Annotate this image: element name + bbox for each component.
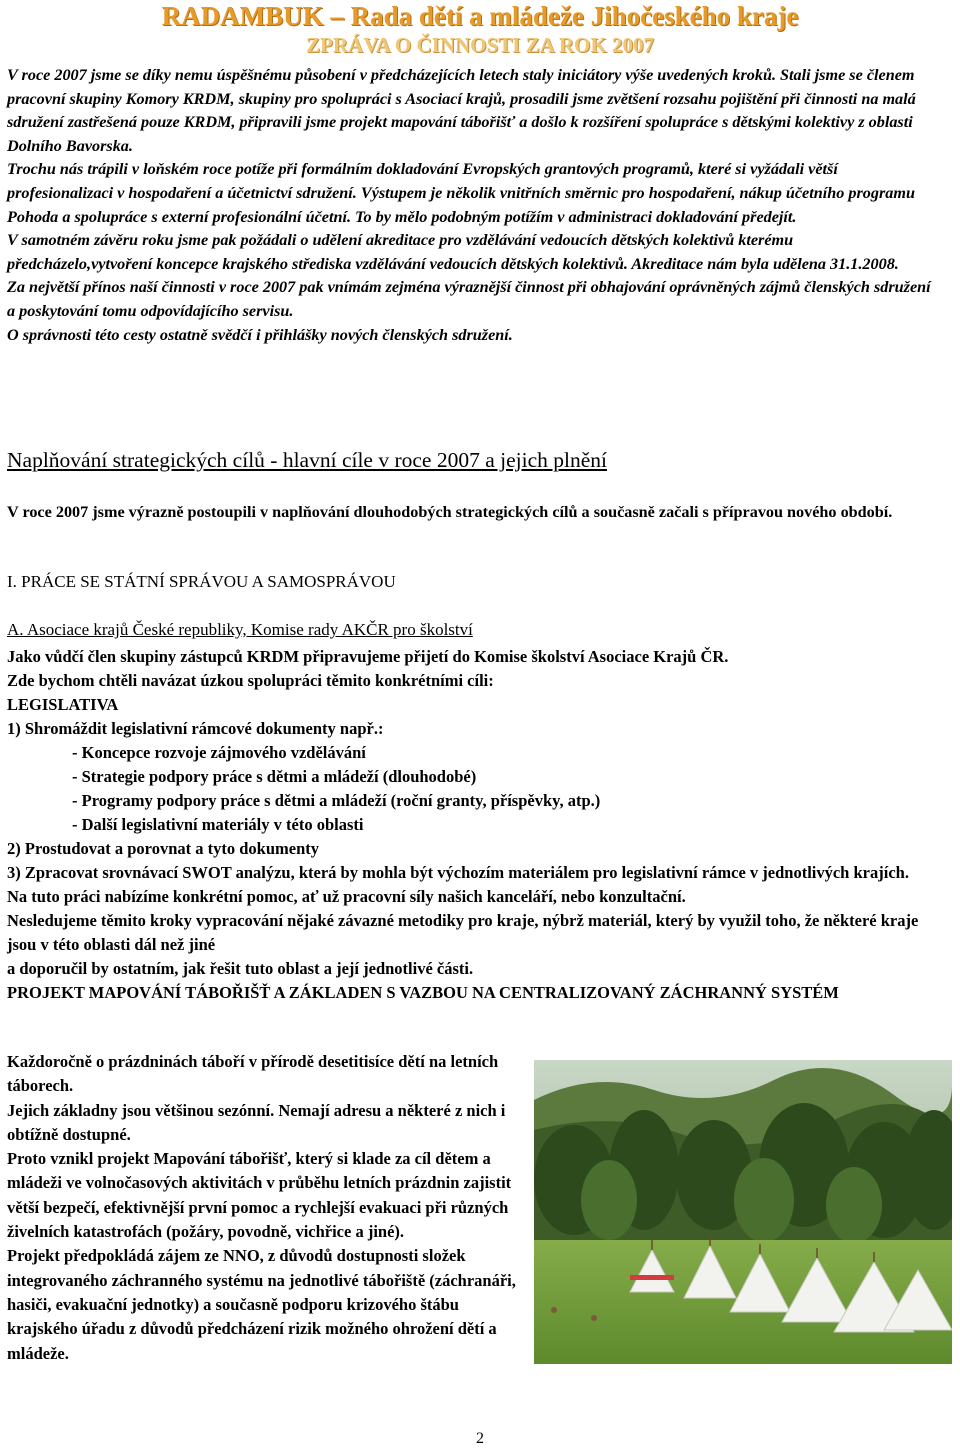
text-line: Jako vůdčí člen skupiny zástupců KRDM připravujeme přijetí do Komise školství Asociace Krajů ČR.	[7, 647, 729, 666]
intro-paragraph: O správnosti této cesty ostatně svědčí i přihlášky nových členských sdružení.	[7, 325, 513, 344]
text-line: 3) Zpracovat srovnávací SWOT analýzu, která by mohla být výchozím materiálem pro legislativní rámce v jednotlivých krajích.	[7, 863, 909, 882]
camp-photo	[534, 1060, 952, 1364]
text-paragraph: Projekt předpokládá zájem ze NNO, z důvodů dostupnosti složek integrovaného záchranného systému na jednotlivé tábořiště (záchranáři, hasiči, evakuační jednotky) a současně podporu krizového štábu krajského úřadu z důvodů předcházení rizik možného ohrožení dětí a mládeže.	[7, 1246, 516, 1363]
text-line: 1) Shromáždit legislativní rámcové dokumenty např.:	[7, 719, 384, 738]
intro-paragraph: V samotném závěru roku jsme pak požádali o udělení akreditace pro vzdělávání vedoucích dětských kolektivů kterému předcházelo,vytvoření koncepce krajského střediska vzdělávání vedoucích dětských kolektivů. Akreditace nám byla udělena 31.1.2008.	[7, 231, 899, 273]
strategy-paragraph: V roce 2007 jsme výrazně postoupili v naplňování dlouhodobých strategických cílů a současně začali s přípravou nového období.	[7, 503, 893, 521]
text-line: LEGISLATIVA	[7, 695, 119, 714]
section-title: I. PRÁCE SE STÁTNÍ SPRÁVOU A SAMOSPRÁVOU	[7, 572, 396, 591]
text-line: Zde bychom chtěli navázat úzkou spolupráci těmito konkrétními cíli:	[7, 671, 494, 690]
intro-paragraph: Za největší přínos naší činnosti v roce 2007 pak vnímám zejména výraznější činnost při obhajování oprávněných zájmů členských sdružení a poskytování tomu odpovídajícího servisu.	[7, 278, 931, 320]
text-line: Nesledujeme těmito kroky vypracování nějaké závazné metodiky pro kraje, nýbrž materiál, který by využil toho, že některé kraje jsou v této oblasti dál než jiné	[7, 911, 919, 954]
list-item: - Programy podpory práce s dětmi a mládeží (roční granty, příspěvky, atp.)	[72, 791, 601, 810]
project-description	[7, 1050, 527, 1366]
list-item: - Koncepce rozvoje zájmového vzdělávání	[72, 743, 366, 762]
strategy-heading: Naplňování strategických cílů - hlavní cíle v roce 2007 a jejich plnění	[7, 448, 608, 472]
text-paragraph: Jejich základny jsou většinou sezónní. Nemají adresu a některé z nich i obtížně dostupné.	[7, 1100, 506, 1144]
text-paragraph: Každoročně o prázdninách táboří v přírodě desetitisíce dětí na letních táborech.	[7, 1052, 499, 1096]
subsection-title: A. Asociace krajů České republiky, Komise rady AKČR pro školství	[7, 620, 473, 639]
page-number: 2	[476, 1430, 484, 1447]
intro-paragraph: Trochu nás trápili v loňském roce potíže při formálním dokladování Evropských grantových programů, které si vyžádali větší profesionalizaci v hospodaření a účetnictví sdružení. Výstupem je několik vnitřních směrnic pro hospodaření, nákup účetního programu Pohoda a spolupráce s externí profesionální účetní. To by mělo podobným potížím v administraci dokladování předejít.	[7, 160, 915, 226]
text-line: 2) Prostudovat a porovnat a tyto dokumenty	[7, 839, 319, 858]
intro-section	[7, 64, 937, 347]
document-title: RADAMBUK – Rada dětí a mládeže Jihočeského kraje	[161, 1, 799, 31]
project-heading: PROJEKT MAPOVÁNÍ TÁBOŘIŠŤ A ZÁKLADEN S VAZBOU NA CENTRALIZOVANÝ ZÁCHRANNÝ SYSTÉM	[7, 983, 839, 1002]
text-line: a doporučil by ostatním, jak řešit tuto oblast a její jednotlivé části.	[7, 959, 474, 978]
document-subtitle: ZPRÁVA O ČINNOSTI ZA ROK 2007	[306, 33, 654, 57]
text-line: Na tuto práci nabízíme konkrétní pomoc, ať už pracovní síly našich kanceláří, nebo konzultační.	[7, 887, 686, 906]
list-item: - Další legislativní materiály v této oblasti	[72, 815, 364, 834]
list-item: - Strategie podpory práce s dětmi a mládeží (dlouhodobé)	[72, 767, 477, 786]
text-paragraph: Proto vznikl projekt Mapování tábořišť, který si klade za cíl dětem a mládeži ve volnočasových aktivitách v průběhu letních prázdnin zajistit větší bezpečí, efektivnější první pomoc a rychlejší evakuaci při různých živelních katastrofách (požáry, povodně, vichřice a jiné).	[7, 1149, 512, 1242]
main-section	[7, 645, 947, 1005]
intro-paragraph: V roce 2007 jsme se díky nemu úspěšnému působení v předcházejících letech staly iniciátory výše uvedených kroků. Stali jsme se členem pracovní skupiny Komory KRDM, skupiny pro spolupráci s Asociací krajů, prosadili jsme zvětšení rozsahu pojištění při činnosti na malá sdružení zastřešená pouze KRDM, připravili jsme projekt mapování tábořišť a došlo k rozšíření spolupráce s dětskými kolektivy z oblasti Dolního Bavorska.	[7, 66, 916, 155]
